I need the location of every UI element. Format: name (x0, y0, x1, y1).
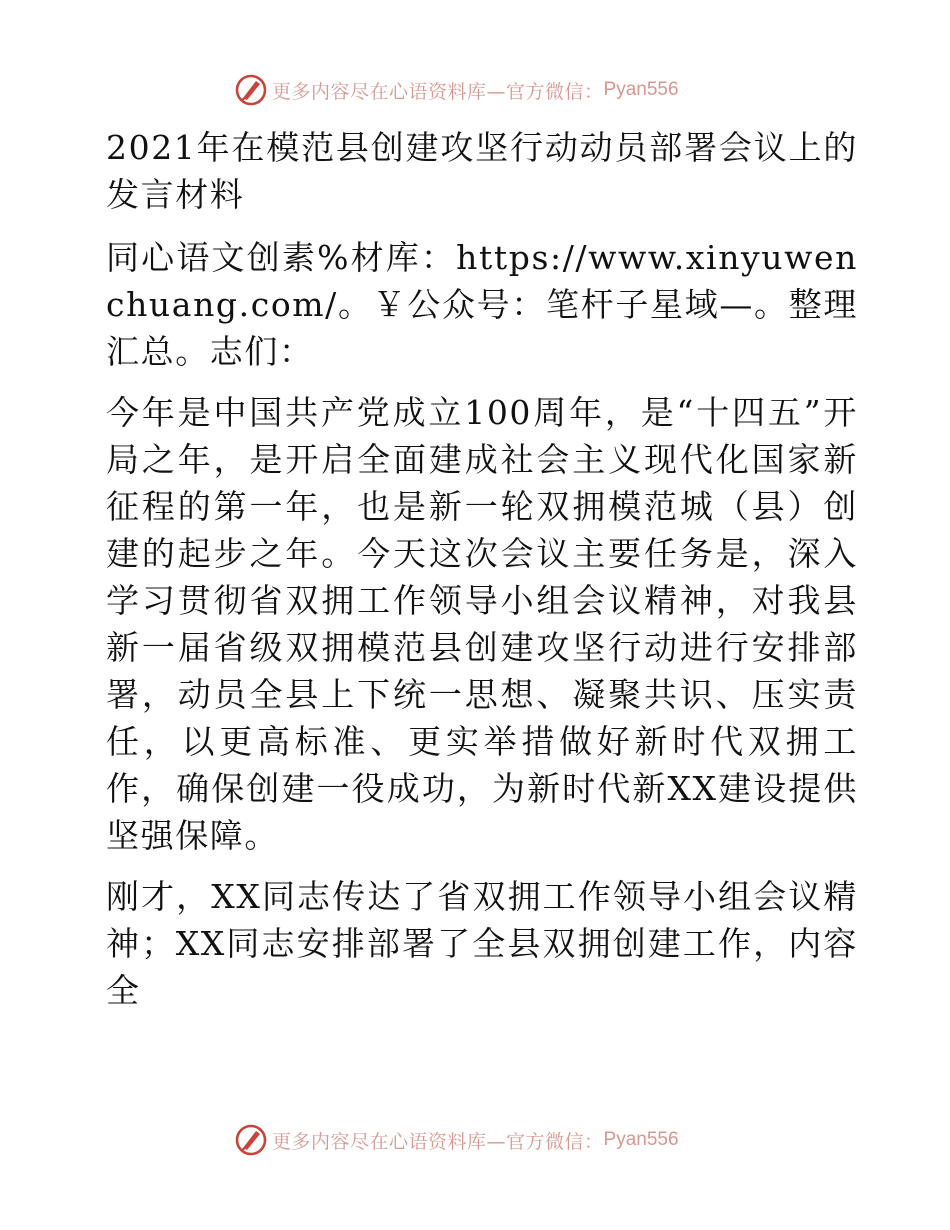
quill-logo-icon (234, 1123, 268, 1157)
quill-logo-icon (234, 73, 268, 107)
paragraph-1: 同心语文创素%材库：https://www.xinyuwenchuang.com/。￥公众号：笔杆子星域—。整理汇总。志们： (106, 238, 858, 371)
footer-banner (234, 1122, 679, 1158)
document-title: 2021年在模范县创建攻坚行动动员部署会议上的发言材料 (106, 128, 858, 214)
paragraph-3: 刚才，XX同志传达了省双拥工作领导小组会议精神；XX同志安排部署了全县双拥创建工作，内容全 (106, 877, 858, 1010)
footer-banner-text: 更多内容尽在心语资料库—官方微信： (272, 1130, 604, 1153)
header-banner (234, 72, 679, 108)
header-wechat-id: Pyan556 (603, 79, 679, 100)
paragraph-2: 今年是中国共产党成立100周年，是“十四五”开局之年，是开启全面建成社会主义现代化国家新征程的第一年，也是新一轮双拥模范城（县）创建的起步之年。今天这次会议主要任务是，深入学习贯彻省双拥工作领导小组会议精神，对我县新一届省级双拥模范县创建攻坚行动进行安排部署，动员全县上下统一思想、凝聚共识、压实责任，以更高标准、更实举措做好新时代双拥工作，确保创建一役成功，为新时代新XX建设提供坚强保障。 (106, 393, 858, 855)
document-body (96, 124, 858, 1028)
header-banner-text: 更多内容尽在心语资料库—官方微信： (272, 80, 604, 103)
footer-wechat-id: Pyan556 (603, 1129, 679, 1150)
